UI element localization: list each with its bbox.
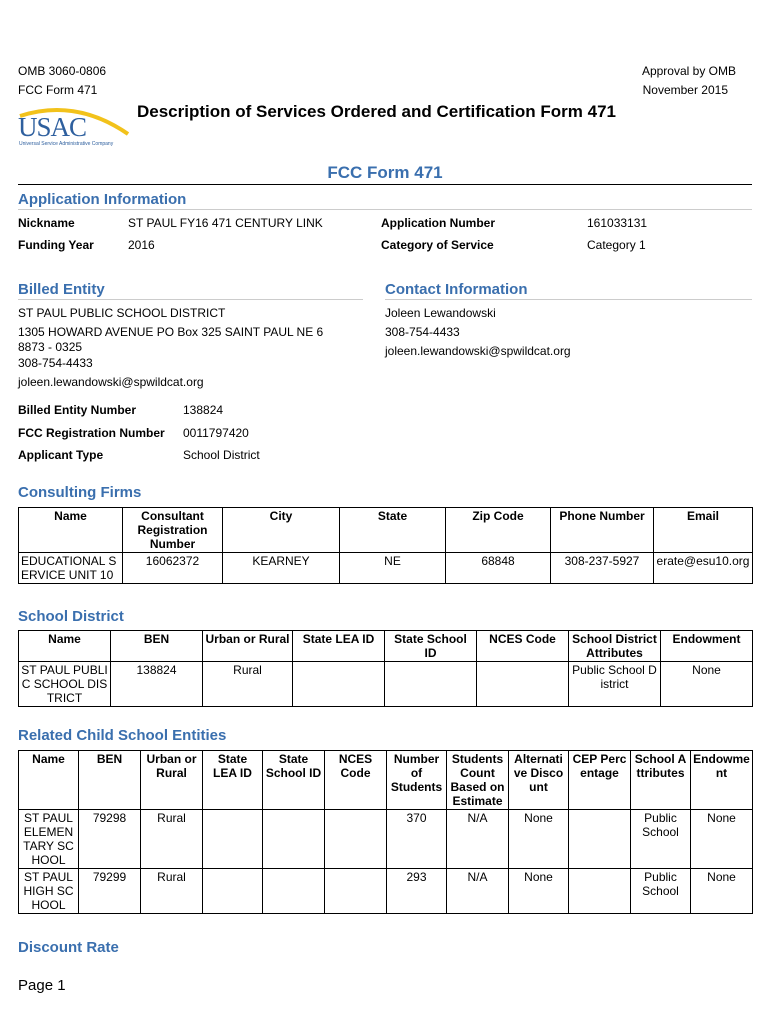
column-header: Phone Number bbox=[551, 508, 654, 553]
column-header: Endowment bbox=[661, 631, 753, 662]
table-header-row bbox=[19, 508, 753, 553]
section-related-child-entities: Related Child School Entities bbox=[18, 727, 227, 744]
billed-entity-phone: 308-754-4433 bbox=[18, 356, 93, 370]
logo-subtext: Universal Service Administrative Company bbox=[19, 141, 114, 147]
column-header: State LEA ID bbox=[293, 631, 385, 662]
column-header: State School ID bbox=[385, 631, 477, 662]
table-cell: erate@esu10.org bbox=[654, 553, 753, 584]
table-cell: None bbox=[661, 662, 753, 707]
table-row bbox=[19, 662, 753, 707]
column-header: Name bbox=[19, 508, 123, 553]
table-header-row bbox=[19, 631, 753, 662]
section-divider bbox=[18, 299, 363, 300]
column-header: State School ID bbox=[263, 751, 325, 810]
column-header: CEP Percentage bbox=[569, 751, 631, 810]
billed-entity-address-line1: 1305 HOWARD AVENUE PO Box 325 SAINT PAUL NE 6 bbox=[18, 325, 324, 339]
table-cell bbox=[293, 662, 385, 707]
fcc-registration-value: 0011797420 bbox=[183, 426, 249, 440]
column-header: Zip Code bbox=[446, 508, 551, 553]
contact-phone: 308-754-4433 bbox=[385, 325, 460, 339]
column-header: School District Attributes bbox=[569, 631, 661, 662]
section-consulting-firms: Consulting Firms bbox=[18, 484, 142, 501]
table-cell: 308-237-5927 bbox=[551, 553, 654, 584]
table-cell: None bbox=[691, 869, 753, 914]
table-cell: Public School bbox=[631, 869, 691, 914]
table-cell bbox=[263, 869, 325, 914]
table-cell: Public School bbox=[631, 810, 691, 869]
section-school-district: School District bbox=[18, 608, 124, 625]
column-header: BEN bbox=[111, 631, 203, 662]
application-number-value: 161033131 bbox=[587, 216, 648, 230]
column-header: Urban or Rural bbox=[203, 631, 293, 662]
table-cell: EDUCATIONAL SERVICE UNIT 10 bbox=[19, 553, 123, 584]
table-cell: Rural bbox=[141, 869, 203, 914]
table-cell bbox=[263, 810, 325, 869]
column-header: School Attributes bbox=[631, 751, 691, 810]
column-header: Consultant Registration Number bbox=[123, 508, 223, 553]
column-header: Endowment bbox=[691, 751, 753, 810]
table-cell: None bbox=[509, 810, 569, 869]
table-cell bbox=[203, 810, 263, 869]
applicant-type-label: Applicant Type bbox=[18, 448, 104, 462]
billed-entity-number-value: 138824 bbox=[183, 403, 224, 417]
table-cell: 79298 bbox=[79, 810, 141, 869]
column-header: NCES Code bbox=[477, 631, 569, 662]
category-label: Category of Service bbox=[381, 238, 494, 252]
approval-date: November 2015 bbox=[642, 83, 728, 97]
title-divider bbox=[18, 184, 752, 185]
table-row bbox=[19, 810, 753, 869]
table-cell bbox=[325, 810, 387, 869]
column-header: Name bbox=[19, 631, 111, 662]
table-cell: Rural bbox=[141, 810, 203, 869]
application-number-label: Application Number bbox=[381, 216, 496, 230]
table-cell: 16062372 bbox=[123, 553, 223, 584]
table-row bbox=[19, 869, 753, 914]
table-cell: Public School District bbox=[569, 662, 661, 707]
funding-year-label: Funding Year bbox=[18, 238, 94, 252]
table-cell: 138824 bbox=[111, 662, 203, 707]
column-header: Number of Students bbox=[387, 751, 447, 810]
billed-entity-email: joleen.lewandowski@spwildcat.org bbox=[18, 375, 204, 389]
fcc-registration-label: FCC Registration Number bbox=[18, 426, 165, 440]
column-header: State LEA ID bbox=[203, 751, 263, 810]
column-header: State bbox=[340, 508, 446, 553]
form-name: FCC Form 471 bbox=[327, 163, 443, 182]
column-header: NCES Code bbox=[325, 751, 387, 810]
contact-name: Joleen Lewandowski bbox=[385, 306, 496, 320]
column-header: Urban or Rural bbox=[141, 751, 203, 810]
billed-entity-name: ST PAUL PUBLIC SCHOOL DISTRICT bbox=[18, 306, 226, 320]
column-header: BEN bbox=[79, 751, 141, 810]
page-number: Page 1 bbox=[18, 977, 66, 994]
table-cell: Rural bbox=[203, 662, 293, 707]
column-header: City bbox=[223, 508, 340, 553]
table-cell bbox=[569, 869, 631, 914]
table-cell: ST PAUL ELEMENTARY SCHOOL bbox=[19, 810, 79, 869]
billed-entity-address-line2: 8873 - 0325 bbox=[18, 340, 83, 354]
table-cell: None bbox=[691, 810, 753, 869]
table-cell: N/A bbox=[447, 869, 509, 914]
section-discount-rate: Discount Rate bbox=[18, 939, 119, 956]
table-cell bbox=[477, 662, 569, 707]
logo-text: USAC bbox=[18, 112, 87, 142]
table-cell: NE bbox=[340, 553, 446, 584]
table-cell: None bbox=[509, 869, 569, 914]
applicant-type-value: School District bbox=[183, 448, 260, 462]
omb-number: OMB 3060-0806 bbox=[18, 64, 107, 78]
nickname-label: Nickname bbox=[18, 216, 75, 230]
table-cell: ST PAUL PUBLIC SCHOOL DISTRICT bbox=[19, 662, 111, 707]
table-cell: 370 bbox=[387, 810, 447, 869]
category-value: Category 1 bbox=[587, 238, 646, 252]
usac-logo bbox=[16, 104, 136, 150]
page-title: Description of Services Ordered and Certification Form 471 bbox=[137, 102, 616, 121]
consulting-firms-table bbox=[18, 507, 753, 584]
form-reference: FCC Form 471 bbox=[18, 83, 98, 97]
column-header: Alternative Discount bbox=[509, 751, 569, 810]
column-header: Students Count Based on Estimate bbox=[447, 751, 509, 810]
contact-email: joleen.lewandowski@spwildcat.org bbox=[385, 344, 571, 358]
section-application-information: Application Information bbox=[18, 191, 187, 208]
child-entities-table bbox=[18, 750, 753, 914]
table-cell bbox=[203, 869, 263, 914]
nickname-value: ST PAUL FY16 471 CENTURY LINK bbox=[128, 216, 323, 230]
table-cell: KEARNEY bbox=[223, 553, 340, 584]
table-cell: N/A bbox=[447, 810, 509, 869]
section-billed-entity: Billed Entity bbox=[18, 281, 105, 298]
table-header-row bbox=[19, 751, 753, 810]
table-cell bbox=[325, 869, 387, 914]
section-contact-information: Contact Information bbox=[385, 281, 528, 298]
table-cell bbox=[569, 810, 631, 869]
school-district-table bbox=[18, 630, 753, 707]
table-cell: ST PAUL HIGH SCHOOL bbox=[19, 869, 79, 914]
approval-text: Approval by OMB bbox=[641, 64, 736, 78]
section-divider bbox=[385, 299, 752, 300]
funding-year-value: 2016 bbox=[128, 238, 155, 252]
table-row bbox=[19, 553, 753, 584]
section-divider bbox=[18, 209, 752, 210]
column-header: Email bbox=[654, 508, 753, 553]
billed-entity-number-label: Billed Entity Number bbox=[18, 403, 137, 417]
table-cell: 293 bbox=[387, 869, 447, 914]
column-header: Name bbox=[19, 751, 79, 810]
table-cell: 68848 bbox=[446, 553, 551, 584]
table-cell: 79299 bbox=[79, 869, 141, 914]
table-cell bbox=[385, 662, 477, 707]
